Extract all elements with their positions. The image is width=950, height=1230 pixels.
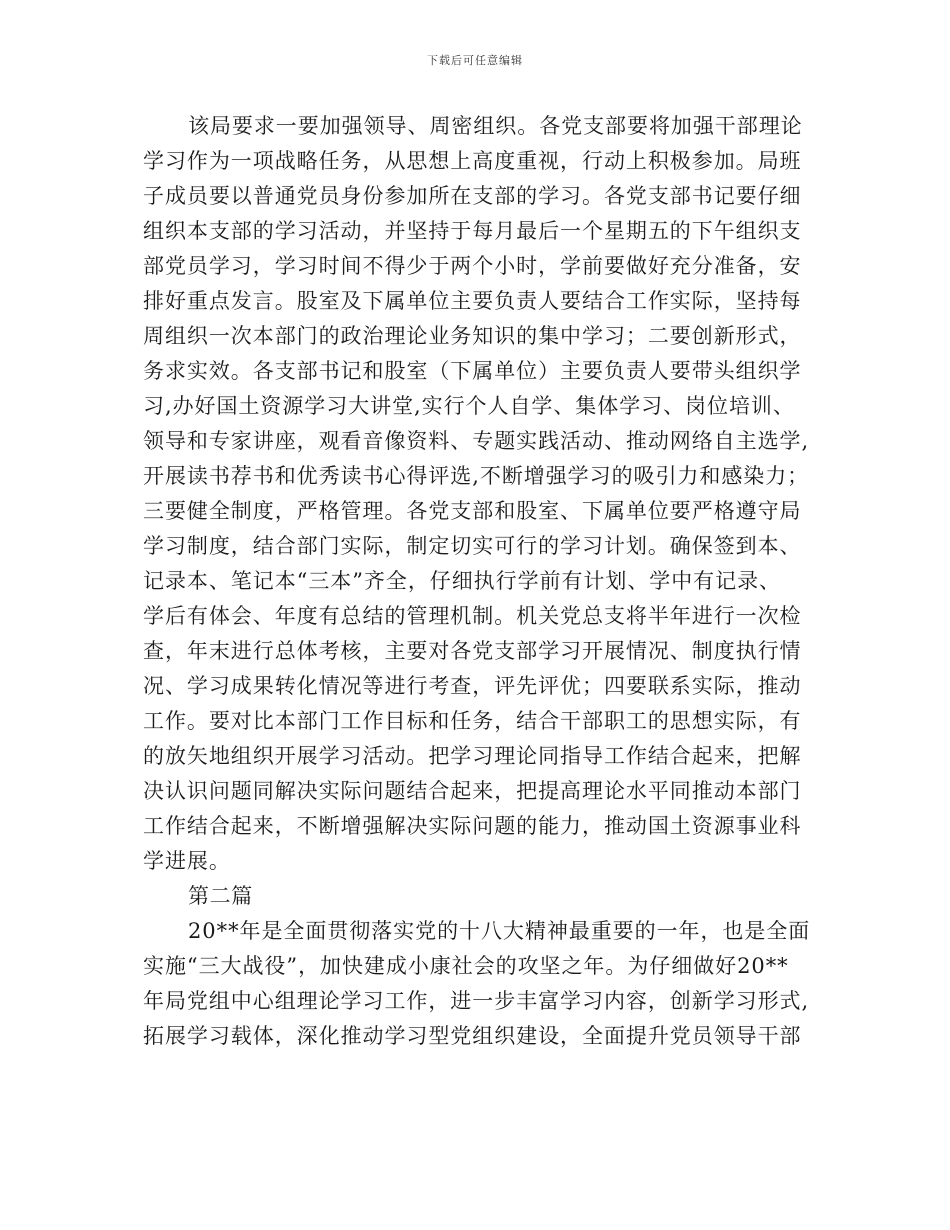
paragraph-line: 领导和专家讲座，观看音像资料、专题实践活动、推动网络自主选学,: [143, 429, 810, 453]
paragraph-line: 组织本支部的学习活动，并坚持于每月最后一个星期五的下午组织支: [143, 219, 802, 243]
paragraph-line: 学习作为一项战略任务，从思想上高度重视，行动上积极参加。局班: [143, 149, 802, 173]
paragraph-line: 务求实效。各支部书记和股室（下属单位）主要负责人要带头组织学: [143, 359, 802, 383]
document-body: [143, 109, 811, 1054]
paragraph-line: 工作。要对比本部门工作目标和任务，结合干部职工的思想实际，有: [143, 709, 802, 733]
paragraph-line: 学习制度，结合部门实际，制定切实可行的学习计划。确保签到本、: [143, 534, 802, 558]
paragraph-line: 记录本、笔记本“三本”齐全，仔细执行学前有计划、学中有记录、: [143, 569, 781, 593]
paragraph-line: 查，年末进行总体考核，主要对各党支部学习开展情况、制度执行情: [143, 639, 802, 663]
paragraph-line: 子成员要以普通党员身份参加所在支部的学习。各党支部书记要仔细: [143, 184, 802, 208]
paragraph-line: 年局党组中心组理论学习工作，进一步丰富学习内容，创新学习形式,: [143, 989, 810, 1013]
paragraph-line: 拓展学习载体，深化推动学习型党组织建设，全面提升党员领导干部: [143, 1024, 802, 1048]
section-heading: 第二篇: [188, 884, 253, 908]
paragraph-line: 周组织一次本部门的政治理论业务知识的集中学习；二要创新形式，: [143, 324, 802, 348]
paragraph-line: 学进展。: [143, 849, 231, 873]
paragraph-line: 部党员学习，学习时间不得少于两个小时，学前要做好充分准备，安: [143, 254, 802, 278]
paragraph-line: 该局要求一要加强领导、周密组织。各党支部要将加强干部理论: [188, 114, 803, 138]
page-header: 下载后可任意编辑: [427, 54, 523, 67]
paragraph-line: 的放矢地组织开展学习活动。把学习理论同指导工作结合起来，把解: [143, 744, 802, 768]
paragraph-line: 习,办好国土资源学习大讲堂,实行个人自学、集体学习、岗位培训、: [143, 394, 795, 418]
paragraph-line: 开展读书荐书和优秀读书心得评选,不断增强学习的吸引力和感染力；: [143, 464, 810, 488]
paragraph-line: 排好重点发言。股室及下属单位主要负责人要结合工作实际，坚持每: [143, 289, 802, 313]
paragraph-line: 学后有体会、年度有总结的管理机制。机关党总支将半年进行一次检: [143, 604, 802, 628]
paragraph-line: 决认识问题同解决实际问题结合起来，把提高理论水平同推动本部门: [143, 779, 802, 803]
paragraph-line: 工作结合起来，不断增强解决实际问题的能力，推动国土资源事业科: [143, 814, 802, 838]
paragraph-line: 实施“三大战役”，加快建成小康社会的攻坚之年。为仔细做好20**: [143, 954, 789, 978]
paragraph-line: 三要健全制度，严格管理。各党支部和股室、下属单位要严格遵守局: [143, 499, 802, 523]
paragraph-line: 况、学习成果转化情况等进行考查，评先评优；四要联系实际，推动: [143, 674, 802, 698]
paragraph-line: 20**年是全面贯彻落实党的十八大精神最重要的一年，也是全面: [188, 919, 811, 943]
